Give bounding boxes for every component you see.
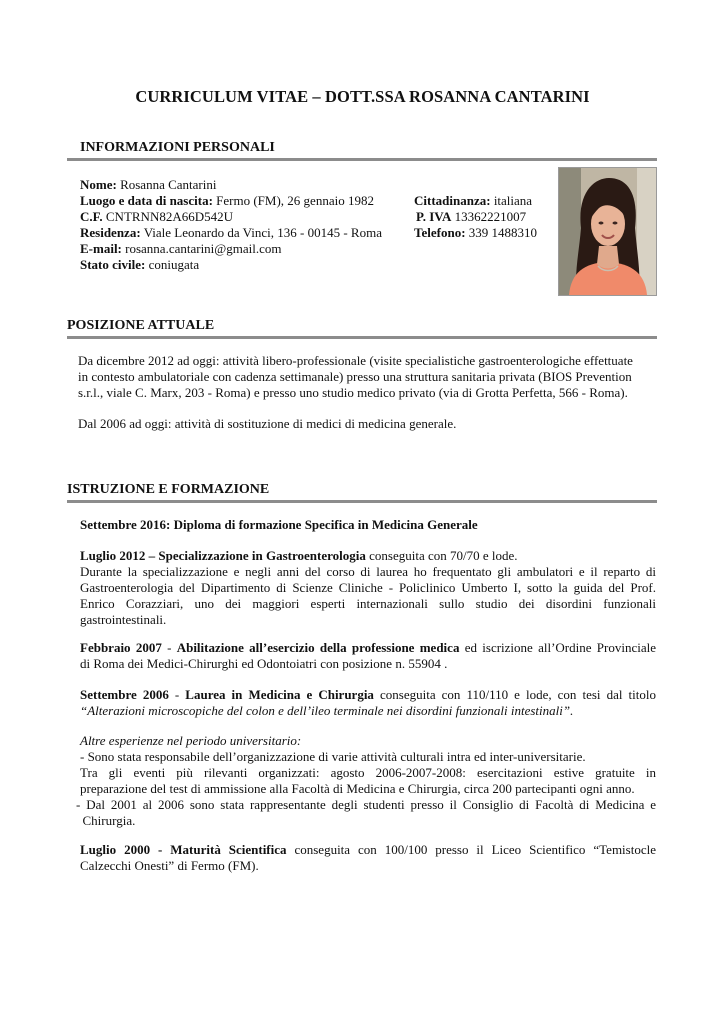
section-heading-personal: INFORMAZIONI PERSONALI — [80, 140, 275, 155]
page-title: CURRICULUM VITAE – DOTT.SSA ROSANNA CANTARINI — [135, 87, 590, 106]
nascita-row: Luogo e data di nascita: Fermo (FM), 26 gennaio 1982 — [80, 193, 374, 208]
telefono-row: Telefono: 339 1488310 — [414, 225, 538, 240]
section-divider — [67, 500, 657, 503]
edu-laurea: Settembre 2006 - Laurea in Medicina e Chirurgia conseguita con 110/110 e lode, con tesi dal titolo “Alterazioni microscopiche del colon e dell’ileo terminale nei disordini funzionali intestinali”. — [80, 687, 656, 718]
section-heading-education: ISTRUZIONE E FORMAZIONE — [67, 482, 270, 497]
edu-diploma: Settembre 2016: Diploma di formazione Specifica in Medicina Generale — [80, 517, 478, 532]
personal-info-left — [80, 177, 382, 273]
residenza-row: Residenza: Viale Leonardo da Vinci, 136 - 00145 - Roma — [80, 225, 382, 240]
personal-info-right — [414, 193, 537, 241]
cf-row: C.F. CNTRNN82A66D542U — [80, 209, 234, 224]
email-link[interactable]: rosanna.cantarini@gmail.com — [125, 241, 282, 256]
iva-row: P. IVA 13362221007 — [416, 209, 527, 224]
portrait-illustration — [559, 168, 656, 295]
edu-altre-esperienze: Altre esperienze nel periodo universitario: - Sono stata responsabile dell’organizzazione di varie attività culturali intra ed inter-universitarie. Tra gli eventi più rilevanti organizzati: agosto 2006-2007-2008: esercitazioni estive gratuite in preparazione del test di ammissione alla Facoltà di Medicina e Chirurgia, circa 200 partecipanti ogni anno. — [80, 733, 656, 796]
position-paragraph-1: Da dicembre 2012 ad oggi: attività libero-professionale (visite specialistiche gastroenterologiche effettuate in contesto ambulatoriale con cadenza settimanale) presso una struttura sanitaria privata (BIOS Prevention s.r.l., viale C. Marx, 203 - Roma) e presso uno studio medico privato (via di Grotta Perfetta, 566 - Roma). — [78, 353, 633, 400]
section-heading-position: POSIZIONE ATTUALE — [67, 318, 215, 333]
edu-abilitazione: Febbraio 2007 - Abilitazione all’esercizio della professione medica ed iscrizione all’Ordine Provinciale di Roma dei Medici-Chirurghi ed Odontoiatri con posizione n. 55904 . — [80, 640, 656, 671]
edu-maturita: Luglio 2000 - Maturità Scientifica conseguita con 100/100 presso il Liceo Scientifico “Temistocle Calzecchi Onesti” di Fermo (FM). — [80, 842, 656, 873]
edu-specializzazione: Luglio 2012 – Specializzazione in Gastroenterologia conseguita con 70/70 e lode. Durante la specializzazione e negli anni del corso di laurea ho frequentato gli ambulatori e il reparto di Gastroenterologia del Dipartimento di Scienze Cliniche - Policlinico Umberto I, sotto la guida del Prof. Enrico Corazziari, uno dei maggiori esperti internazionali sullo studio dei disordini funzionali gastrointestinali. — [80, 548, 656, 627]
section-divider — [67, 158, 657, 161]
cittadinanza-row: Cittadinanza: italiana — [414, 193, 533, 208]
nome-row: Nome: Rosanna Cantarini — [80, 177, 217, 192]
position-paragraph-2: Dal 2006 ad oggi: attività di sostituzione di medici di medicina generale. — [78, 416, 457, 431]
email-row: E-mail: rosanna.cantarini@gmail.com — [80, 241, 282, 256]
stato-row: Stato civile: coniugata — [80, 257, 200, 272]
edu-rappresentante: - Dal 2001 al 2006 sono stata rappresentante degli studenti presso il Consiglio di Facoltà di Medicina e Chirurgia. — [76, 797, 656, 828]
profile-photo — [558, 167, 657, 296]
section-divider — [67, 336, 657, 339]
